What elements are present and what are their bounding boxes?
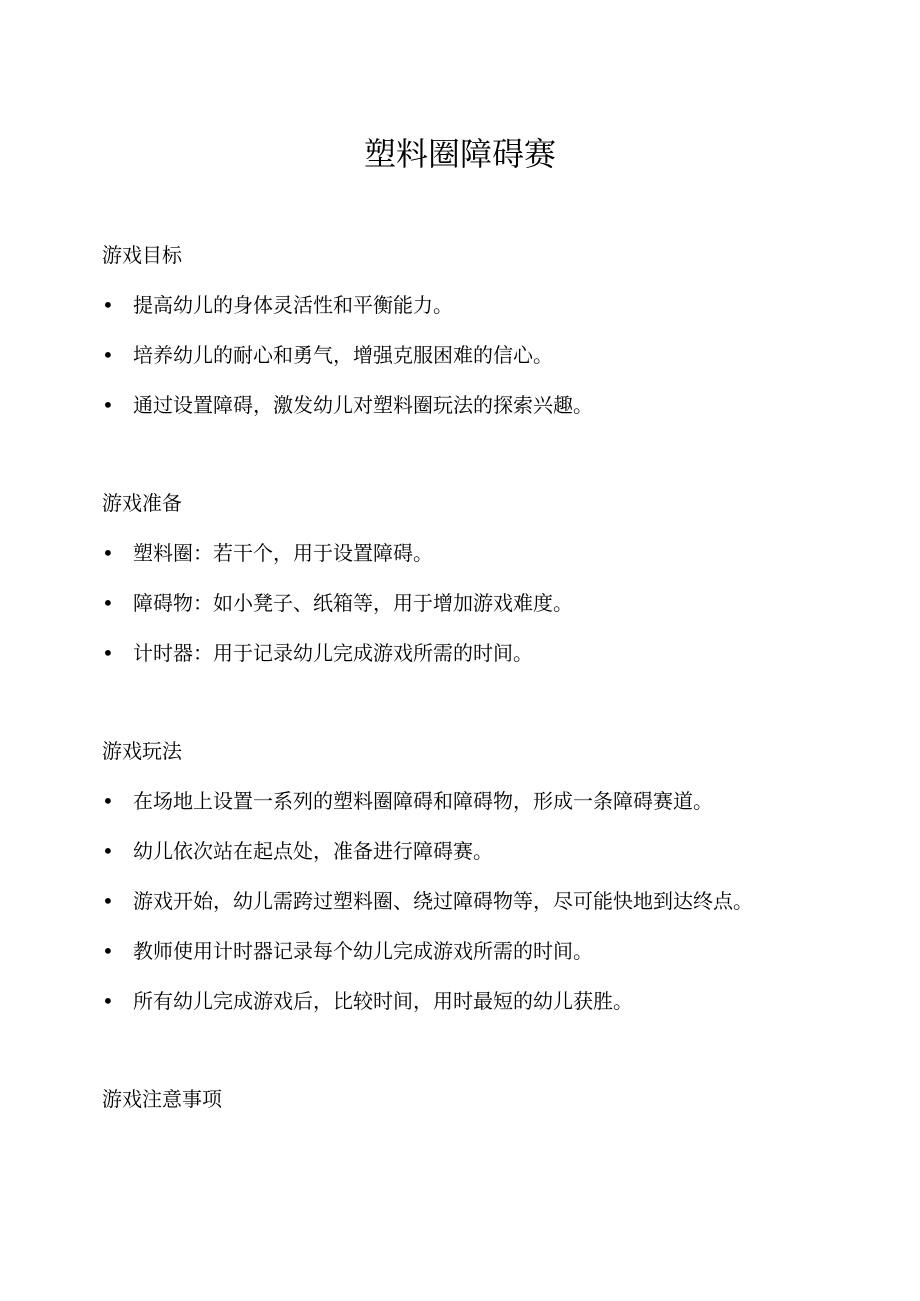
list-item bbox=[102, 937, 892, 965]
section-heading: 游戏目标 bbox=[102, 243, 182, 267]
section-heading: 游戏注意事项 bbox=[102, 1087, 222, 1111]
bullet-list bbox=[102, 787, 892, 1015]
list-item bbox=[102, 837, 892, 865]
bullet-icon: • bbox=[102, 393, 114, 417]
section-gameplay bbox=[102, 737, 892, 1015]
list-item-text: 幼儿依次站在起点处，准备进行障碍赛。 bbox=[133, 839, 493, 863]
bullet-icon: • bbox=[102, 989, 114, 1013]
section-heading: 游戏准备 bbox=[102, 491, 182, 515]
list-item-text: 在场地上设置一系列的塑料圈障碍和障碍物，形成一条障碍赛道。 bbox=[133, 789, 713, 813]
list-item bbox=[102, 291, 892, 319]
document-title: 塑料圈障碍赛 bbox=[363, 135, 556, 173]
list-item-text: 塑料圈：若干个，用于设置障碍。 bbox=[133, 541, 433, 565]
bullet-icon: • bbox=[102, 889, 114, 913]
list-item bbox=[102, 639, 892, 667]
list-item bbox=[102, 341, 892, 369]
list-item bbox=[102, 391, 892, 419]
list-item-text: 游戏开始，幼儿需跨过塑料圈、绕过障碍物等，尽可能快地到达终点。 bbox=[133, 889, 753, 913]
list-item bbox=[102, 887, 892, 915]
section-preparation bbox=[102, 489, 892, 667]
bullet-icon: • bbox=[102, 343, 114, 367]
bullet-list bbox=[102, 291, 892, 419]
list-item-text: 通过设置障碍，激发幼儿对塑料圈玩法的探索兴趣。 bbox=[133, 393, 593, 417]
section-notes bbox=[102, 1085, 892, 1113]
bullet-icon: • bbox=[102, 939, 114, 963]
bullet-list bbox=[102, 539, 892, 667]
list-item-text: 所有幼儿完成游戏后，比较时间，用时最短的幼儿获胜。 bbox=[133, 989, 633, 1013]
list-item bbox=[102, 589, 892, 617]
list-item bbox=[102, 539, 892, 567]
list-item-text: 培养幼儿的耐心和勇气，增强克服困难的信心。 bbox=[133, 343, 553, 367]
bullet-icon: • bbox=[102, 591, 114, 615]
list-item bbox=[102, 987, 892, 1015]
bullet-icon: • bbox=[102, 293, 114, 317]
list-item bbox=[102, 787, 892, 815]
list-item-text: 障碍物：如小凳子、纸箱等，用于增加游戏难度。 bbox=[133, 591, 573, 615]
bullet-icon: • bbox=[102, 641, 114, 665]
bullet-icon: • bbox=[102, 789, 114, 813]
list-item-text: 教师使用计时器记录每个幼儿完成游戏所需的时间。 bbox=[133, 939, 593, 963]
list-item-text: 计时器：用于记录幼儿完成游戏所需的时间。 bbox=[133, 641, 533, 665]
section-goals bbox=[102, 241, 892, 419]
bullet-icon: • bbox=[102, 541, 114, 565]
list-item-text: 提高幼儿的身体灵活性和平衡能力。 bbox=[133, 293, 453, 317]
section-heading: 游戏玩法 bbox=[102, 739, 182, 763]
bullet-icon: • bbox=[102, 839, 114, 863]
